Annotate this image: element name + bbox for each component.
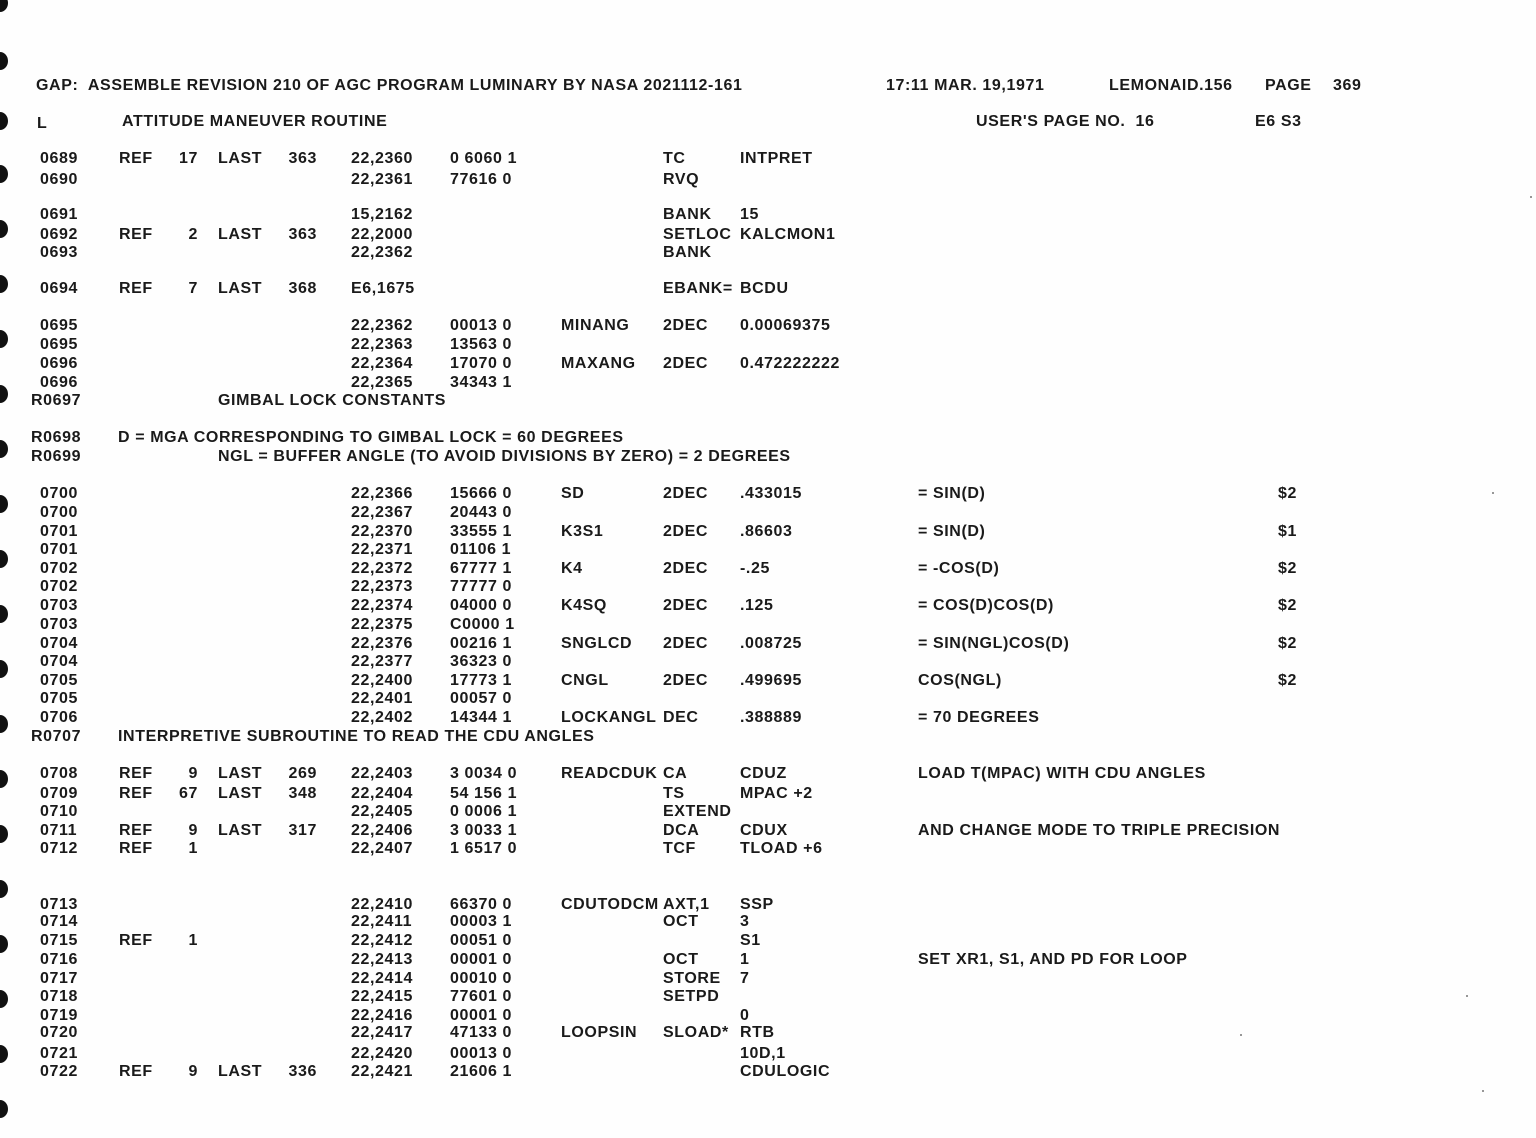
listing-line-number: 0710 [40, 803, 78, 820]
sprocket-hole [0, 550, 8, 568]
memory-address: 15,2162 [351, 206, 414, 223]
listing-line-number: 0700 [40, 504, 78, 521]
listing-line-number: 0705 [40, 690, 78, 707]
machine-code: 15666 0 [450, 485, 513, 502]
sprocket-hole [0, 880, 8, 898]
last-marker: LAST [218, 765, 263, 782]
memory-address: 22,2376 [351, 635, 414, 652]
operand: 0 [740, 1007, 750, 1024]
last-page: 336 [288, 1063, 317, 1080]
operand: .008725 [740, 635, 803, 652]
operand: 1 [740, 951, 750, 968]
opcode: EXTEND [663, 803, 732, 820]
memory-address: 22,2410 [351, 896, 414, 913]
section-title: ATTITUDE MANEUVER ROUTINE [122, 113, 388, 130]
last-marker: LAST [218, 1063, 263, 1080]
operand: TLOAD +6 [740, 840, 823, 857]
symbol-label: K3S1 [561, 523, 604, 540]
opcode: RVQ [663, 171, 700, 188]
page-marker: $2 [1278, 485, 1297, 502]
machine-code: 21606 1 [450, 1063, 513, 1080]
ref-marker: REF [119, 840, 153, 857]
operand: CDUX [740, 822, 788, 839]
operand: 7 [740, 970, 750, 987]
scan-speck [1466, 995, 1468, 997]
comment: COS(NGL) [918, 672, 1002, 689]
machine-code: 1 6517 0 [450, 840, 518, 857]
operand: RTB [740, 1024, 775, 1041]
opcode: 2DEC [663, 485, 709, 502]
memory-address: 22,2413 [351, 951, 414, 968]
page-marker: $2 [1278, 672, 1297, 689]
sprocket-hole [0, 495, 8, 513]
ref-count: 17 [179, 150, 198, 167]
machine-code: C0000 1 [450, 616, 515, 633]
memory-address: 22,2362 [351, 317, 414, 334]
opcode: 2DEC [663, 355, 709, 372]
memory-address: 22,2415 [351, 988, 414, 1005]
page-marker: $2 [1278, 560, 1297, 577]
machine-code: 00010 0 [450, 970, 513, 987]
comment: = COS(D)COS(D) [918, 597, 1054, 614]
listing-line-number: 0705 [40, 672, 78, 689]
machine-code: 00216 1 [450, 635, 513, 652]
listing-line-number: 0703 [40, 616, 78, 633]
listing-line-number: 0703 [40, 597, 78, 614]
machine-code: 14344 1 [450, 709, 513, 726]
machine-code: 36323 0 [450, 653, 513, 670]
machine-code: 00057 0 [450, 690, 513, 707]
ref-count: 67 [179, 785, 198, 802]
comment: = -COS(D) [918, 560, 1000, 577]
listing-line-number: 0719 [40, 1007, 78, 1024]
sprocket-hole [0, 660, 8, 678]
opcode: SETLOC [663, 226, 732, 243]
header-page-number: 369 [1333, 77, 1362, 94]
memory-address: 22,2374 [351, 597, 414, 614]
users-page-number: USER'S PAGE NO. 16 [976, 113, 1155, 130]
page-marker: $2 [1278, 597, 1297, 614]
memory-address: 22,2414 [351, 970, 414, 987]
last-marker: LAST [218, 280, 263, 297]
memory-address: 22,2412 [351, 932, 414, 949]
last-marker: LAST [218, 226, 263, 243]
ref-count: 7 [188, 280, 198, 297]
listing-line-number: 0704 [40, 653, 78, 670]
listing-line-number: 0708 [40, 765, 78, 782]
listing-line-number: 0712 [40, 840, 78, 857]
memory-address: 22,2420 [351, 1045, 414, 1062]
operand: 0.472222222 [740, 355, 841, 372]
listing-line-number: 0692 [40, 226, 78, 243]
machine-code: 47133 0 [450, 1024, 513, 1041]
comment: = SIN(NGL)COS(D) [918, 635, 1070, 652]
sheet-id: E6 S3 [1255, 113, 1302, 130]
scan-speck [1482, 1090, 1484, 1092]
memory-address: 22,2360 [351, 150, 414, 167]
operand: 0.00069375 [740, 317, 831, 334]
ref-count: 9 [188, 822, 198, 839]
listing-line-number: 0700 [40, 485, 78, 502]
machine-code: 01106 1 [450, 541, 512, 558]
header-title: GAP: ASSEMBLE REVISION 210 OF AGC PROGRAM LUMINARY BY NASA 2021112-161 [36, 77, 743, 94]
last-page: 317 [288, 822, 317, 839]
listing-line-number: 0696 [40, 374, 78, 391]
sprocket-hole [0, 715, 8, 733]
ref-marker: REF [119, 765, 153, 782]
machine-code: 20443 0 [450, 504, 513, 521]
listing-line-number: 0702 [40, 560, 78, 577]
ref-marker: REF [119, 932, 153, 949]
ref-marker: REF [119, 226, 153, 243]
listing-line-number: 0722 [40, 1063, 78, 1080]
listing-line-number: 0720 [40, 1024, 78, 1041]
memory-address: 22,2365 [351, 374, 414, 391]
opcode: STORE [663, 970, 721, 987]
operand: 3 [740, 913, 750, 930]
listing-line-number: 0702 [40, 578, 78, 595]
machine-code: 17070 0 [450, 355, 513, 372]
opcode: SLOAD* [663, 1024, 729, 1041]
listing-line-number: 0689 [40, 150, 78, 167]
listing-line-number: 0709 [40, 785, 78, 802]
opcode: AXT,1 [663, 896, 710, 913]
listing-line-number: R0697 [31, 392, 82, 409]
listing-line-number: 0714 [40, 913, 78, 930]
ref-count: 1 [188, 840, 198, 857]
machine-code: 04000 0 [450, 597, 513, 614]
machine-code: 00051 0 [450, 932, 513, 949]
ref-count: 2 [188, 226, 198, 243]
sprocket-hole [0, 52, 8, 70]
opcode: 2DEC [663, 560, 709, 577]
last-marker: LAST [218, 785, 263, 802]
memory-address: 22,2406 [351, 822, 414, 839]
operand: INTPRET [740, 150, 813, 167]
symbol-label: LOCKANGL [561, 709, 657, 726]
operand: S1 [740, 932, 761, 949]
remark-text: D = MGA CORRESPONDING TO GIMBAL LOCK = 60 DEGREES [118, 429, 624, 446]
symbol-label: SNGLCD [561, 635, 633, 652]
opcode: BANK [663, 206, 712, 223]
sprocket-hole [0, 165, 8, 183]
last-page: 348 [288, 785, 317, 802]
memory-address: 22,2411 [351, 913, 413, 930]
listing-line-number: 0717 [40, 970, 78, 987]
machine-code: 33555 1 [450, 523, 513, 540]
machine-code: 00003 1 [450, 913, 513, 930]
listing-line-number: 0701 [40, 541, 78, 558]
last-marker: LAST [218, 822, 263, 839]
ref-marker: REF [119, 822, 153, 839]
operand: .125 [740, 597, 774, 614]
header-timestamp: 17:11 MAR. 19,1971 [886, 77, 1045, 94]
memory-address: 22,2000 [351, 226, 414, 243]
opcode: OCT [663, 913, 699, 930]
ref-marker: REF [119, 280, 153, 297]
listing-line-number: 0721 [40, 1045, 78, 1062]
memory-address: 22,2416 [351, 1007, 414, 1024]
remark-text: GIMBAL LOCK CONSTANTS [218, 392, 446, 409]
machine-code: 0 0006 1 [450, 803, 518, 820]
memory-address: 22,2371 [351, 541, 414, 558]
last-page: 363 [288, 226, 317, 243]
operand: KALCMON1 [740, 226, 836, 243]
listing-line-number: 0718 [40, 988, 78, 1005]
memory-address: 22,2375 [351, 616, 414, 633]
page-marker: $2 [1278, 635, 1297, 652]
opcode: DEC [663, 709, 699, 726]
ref-marker: REF [119, 1063, 153, 1080]
machine-code: 00013 0 [450, 1045, 513, 1062]
listing-line-number: 0716 [40, 951, 78, 968]
opcode: CA [663, 765, 688, 782]
machine-code: 3 0033 1 [450, 822, 518, 839]
memory-address: 22,2417 [351, 1024, 414, 1041]
symbol-label: MINANG [561, 317, 630, 334]
listing-line-number: 0711 [40, 822, 78, 839]
operand: .388889 [740, 709, 803, 726]
operand: 10D,1 [740, 1045, 786, 1062]
sprocket-hole [0, 220, 8, 238]
operand: .433015 [740, 485, 803, 502]
opcode: TCF [663, 840, 696, 857]
memory-address: 22,2372 [351, 560, 414, 577]
listing-line-number: 0691 [40, 206, 78, 223]
sprocket-hole [0, 935, 8, 953]
memory-address: E6,1675 [351, 280, 415, 297]
symbol-label: CNGL [561, 672, 609, 689]
memory-address: 22,2361 [351, 171, 414, 188]
scan-speck [1530, 196, 1532, 198]
listing-line-number: 0706 [40, 709, 78, 726]
operand: BCDU [740, 280, 789, 297]
comment: LOAD T(MPAC) WITH CDU ANGLES [918, 765, 1206, 782]
machine-code: 17773 1 [450, 672, 513, 689]
sprocket-hole [0, 825, 8, 843]
sprocket-hole [0, 0, 8, 12]
symbol-label: K4 [561, 560, 583, 577]
machine-code: 00001 0 [450, 951, 513, 968]
remark-text: INTERPRETIVE SUBROUTINE TO READ THE CDU ANGLES [118, 728, 595, 745]
sprocket-hole [0, 440, 8, 458]
opcode: TS [663, 785, 685, 802]
memory-address: 22,2400 [351, 672, 414, 689]
listing-line-number: 0704 [40, 635, 78, 652]
machine-code: 3 0034 0 [450, 765, 518, 782]
header-file: LEMONAID.156 [1109, 77, 1233, 94]
opcode: SETPD [663, 988, 720, 1005]
machine-code: 00001 0 [450, 1007, 513, 1024]
listing-line-number: 0696 [40, 355, 78, 372]
operand: -.25 [740, 560, 770, 577]
machine-code: 77777 0 [450, 578, 513, 595]
listing-line-number: R0698 [31, 429, 82, 446]
opcode: 2DEC [663, 635, 709, 652]
comment: = SIN(D) [918, 523, 986, 540]
operand: CDULOGIC [740, 1063, 831, 1080]
memory-address: 22,2377 [351, 653, 414, 670]
symbol-label: READCDUK [561, 765, 658, 782]
header-page-label: PAGE [1265, 77, 1312, 94]
comment: AND CHANGE MODE TO TRIPLE PRECISION [918, 822, 1281, 839]
symbol-label: CDUTODCM [561, 896, 659, 913]
sprocket-hole [0, 112, 8, 130]
operand: CDUZ [740, 765, 787, 782]
remark-text: NGL = BUFFER ANGLE (TO AVOID DIVISIONS BY ZERO) = 2 DEGREES [218, 448, 791, 465]
sprocket-hole [0, 275, 8, 293]
last-page: 363 [288, 150, 317, 167]
listing-line-number: R0707 [31, 728, 82, 745]
scan-speck [1240, 1034, 1242, 1036]
sprocket-hole [0, 385, 8, 403]
header-type: L [37, 115, 48, 132]
memory-address: 22,2366 [351, 485, 414, 502]
opcode: DCA [663, 822, 700, 839]
listing-line-number: 0713 [40, 896, 78, 913]
memory-address: 22,2363 [351, 336, 414, 353]
memory-address: 22,2373 [351, 578, 414, 595]
listing-line-number: 0695 [40, 336, 78, 353]
ref-count: 9 [188, 1063, 198, 1080]
memory-address: 22,2403 [351, 765, 414, 782]
machine-code: 13563 0 [450, 336, 513, 353]
memory-address: 22,2401 [351, 690, 414, 707]
listing-line-number: 0690 [40, 171, 78, 188]
memory-address: 22,2407 [351, 840, 414, 857]
memory-address: 22,2364 [351, 355, 414, 372]
machine-code: 77601 0 [450, 988, 513, 1005]
ref-count: 1 [188, 932, 198, 949]
opcode: 2DEC [663, 597, 709, 614]
sprocket-hole [0, 1045, 8, 1063]
symbol-label: MAXANG [561, 355, 636, 372]
comment: = SIN(D) [918, 485, 986, 502]
sprocket-hole [0, 770, 8, 788]
operand: SSP [740, 896, 774, 913]
scan-speck [1492, 492, 1494, 494]
opcode: EBANK= [663, 280, 733, 297]
opcode: OCT [663, 951, 699, 968]
sprocket-hole [0, 605, 8, 623]
ref-marker: REF [119, 150, 153, 167]
memory-address: 22,2367 [351, 504, 414, 521]
listing-line-number: 0693 [40, 244, 78, 261]
memory-address: 22,2362 [351, 244, 414, 261]
operand: .86603 [740, 523, 793, 540]
machine-code: 54 156 1 [450, 785, 518, 802]
ref-marker: REF [119, 785, 153, 802]
machine-code: 34343 1 [450, 374, 513, 391]
last-marker: LAST [218, 150, 263, 167]
listing-line-number: 0715 [40, 932, 78, 949]
memory-address: 22,2370 [351, 523, 414, 540]
comment: SET XR1, S1, AND PD FOR LOOP [918, 951, 1188, 968]
memory-address: 22,2402 [351, 709, 414, 726]
memory-address: 22,2404 [351, 785, 414, 802]
page-marker: $1 [1278, 523, 1297, 540]
machine-code: 00013 0 [450, 317, 513, 334]
opcode: 2DEC [663, 672, 709, 689]
last-page: 368 [288, 280, 317, 297]
operand: .499695 [740, 672, 803, 689]
operand: 15 [740, 206, 759, 223]
last-page: 269 [288, 765, 317, 782]
memory-address: 22,2405 [351, 803, 414, 820]
opcode: 2DEC [663, 317, 709, 334]
symbol-label: LOOPSIN [561, 1024, 638, 1041]
listing-line-number: 0695 [40, 317, 78, 334]
listing-line-number: R0699 [31, 448, 82, 465]
opcode: BANK [663, 244, 712, 261]
comment: = 70 DEGREES [918, 709, 1040, 726]
sprocket-hole [0, 1100, 8, 1118]
machine-code: 0 6060 1 [450, 150, 518, 167]
opcode: TC [663, 150, 686, 167]
memory-address: 22,2421 [351, 1063, 414, 1080]
opcode: 2DEC [663, 523, 709, 540]
machine-code: 67777 1 [450, 560, 513, 577]
machine-code: 66370 0 [450, 896, 513, 913]
symbol-label: K4SQ [561, 597, 607, 614]
sprocket-hole [0, 990, 8, 1008]
sprocket-hole [0, 330, 8, 348]
machine-code: 77616 0 [450, 171, 513, 188]
listing-line-number: 0694 [40, 280, 78, 297]
operand: MPAC +2 [740, 785, 813, 802]
ref-count: 9 [188, 765, 198, 782]
listing-line-number: 0701 [40, 523, 78, 540]
symbol-label: SD [561, 485, 585, 502]
